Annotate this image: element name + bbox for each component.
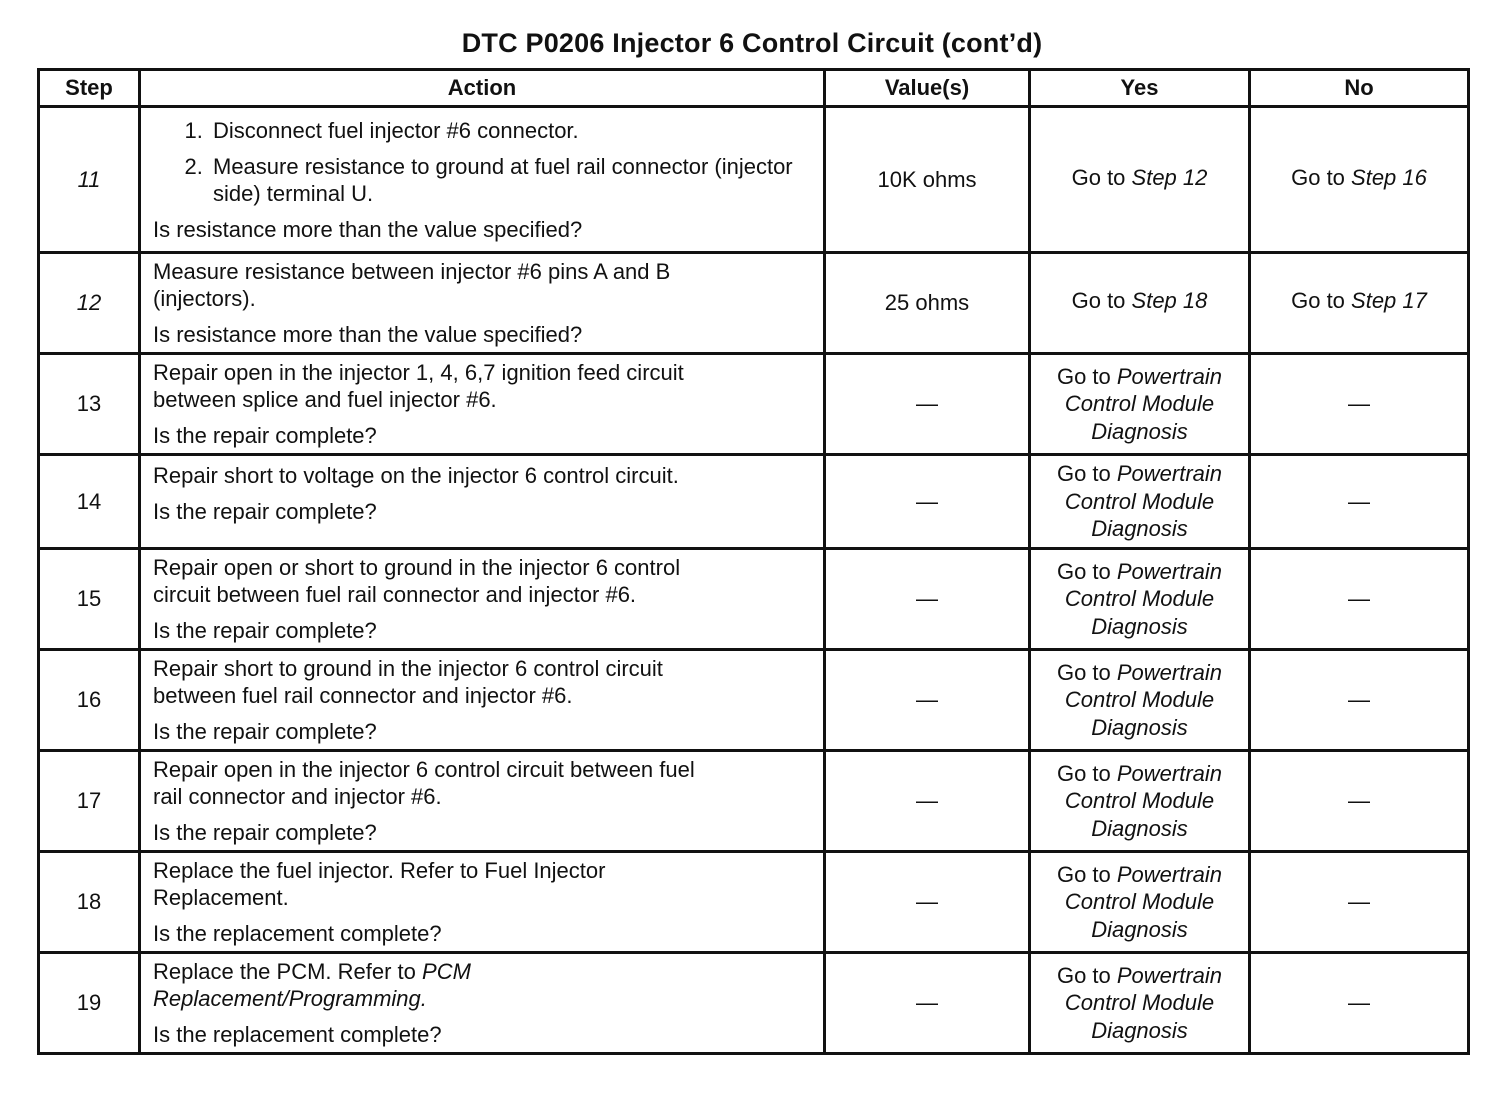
value-cell: — bbox=[825, 852, 1030, 953]
step-number: 17 bbox=[39, 751, 140, 852]
yes-cell bbox=[1030, 107, 1250, 253]
yes-link[interactable]: Powertrain bbox=[1116, 962, 1223, 988]
table-row bbox=[39, 107, 1469, 253]
action-question: Is the replacement complete? bbox=[153, 921, 442, 946]
reference-link[interactable]: PCM bbox=[422, 959, 471, 984]
no-cell: — bbox=[1250, 751, 1469, 852]
action-text: Repair open or short to ground in the injector 6 control bbox=[153, 555, 681, 580]
yes-prefix: Go to bbox=[1056, 558, 1117, 584]
action-cell bbox=[140, 549, 825, 650]
action-cell bbox=[140, 852, 825, 953]
yes-link[interactable]: Powertrain bbox=[1116, 461, 1223, 487]
page-title: DTC P0206 Injector 6 Control Circuit (cont’d) bbox=[461, 28, 1043, 58]
yes-cell bbox=[1030, 455, 1250, 549]
yes-link[interactable]: Control Module bbox=[1064, 586, 1215, 612]
action-text: Repair short to ground in the injector 6 control circuit bbox=[153, 656, 663, 681]
action-text: between fuel rail connector and injector #6. bbox=[153, 683, 573, 708]
value-cell: — bbox=[825, 953, 1030, 1054]
yes-prefix: Go to bbox=[1056, 861, 1117, 887]
action-cell bbox=[140, 953, 825, 1054]
action-cell bbox=[140, 455, 825, 549]
action-question: Is the repair complete? bbox=[153, 618, 377, 643]
yes-link[interactable]: Control Module bbox=[1064, 687, 1215, 713]
yes-cell bbox=[1030, 852, 1250, 953]
yes-link[interactable]: Diagnosis bbox=[1091, 1017, 1188, 1043]
action-cell bbox=[140, 107, 825, 253]
step-number: 19 bbox=[39, 953, 140, 1054]
value-cell: — bbox=[825, 751, 1030, 852]
yes-link[interactable]: Powertrain bbox=[1116, 861, 1223, 887]
header-values: Value(s) bbox=[825, 70, 1030, 107]
no-cell: — bbox=[1250, 354, 1469, 455]
no-prefix: Go to bbox=[1291, 288, 1352, 313]
reference-link[interactable]: Replacement/Programming. bbox=[153, 986, 427, 1011]
action-cell bbox=[140, 650, 825, 751]
no-cell: — bbox=[1250, 455, 1469, 549]
yes-link[interactable]: Diagnosis bbox=[1091, 916, 1188, 942]
value-cell: — bbox=[825, 650, 1030, 751]
action-cell bbox=[140, 354, 825, 455]
yes-prefix: Go to bbox=[1071, 288, 1132, 313]
action-question: Is the repair complete? bbox=[153, 820, 377, 845]
yes-prefix: Go to bbox=[1056, 760, 1117, 786]
no-cell: — bbox=[1250, 953, 1469, 1054]
value-cell: 25 ohms bbox=[825, 253, 1030, 354]
yes-cell bbox=[1030, 354, 1250, 455]
table-row bbox=[39, 953, 1469, 1054]
yes-cell bbox=[1030, 549, 1250, 650]
action-question: Is resistance more than the value specified? bbox=[153, 322, 583, 347]
yes-link[interactable]: Step 12 bbox=[1131, 164, 1208, 190]
action-question: Is the repair complete? bbox=[153, 423, 377, 448]
yes-link[interactable]: Powertrain bbox=[1116, 558, 1223, 584]
table-row bbox=[39, 253, 1469, 354]
no-cell bbox=[1250, 107, 1469, 253]
yes-link[interactable]: Step 18 bbox=[1131, 288, 1208, 313]
yes-prefix: Go to bbox=[1056, 659, 1117, 685]
action-question: Is the repair complete? bbox=[153, 499, 377, 524]
value-cell: — bbox=[825, 354, 1030, 455]
table-row bbox=[39, 354, 1469, 455]
action-text: between splice and fuel injector #6. bbox=[153, 387, 497, 412]
yes-link[interactable]: Control Module bbox=[1064, 391, 1215, 417]
no-cell bbox=[1250, 253, 1469, 354]
yes-link[interactable]: Powertrain bbox=[1116, 760, 1223, 786]
list-item: 2. Measure resistance to ground at fuel rail connector (injector side) terminal U. bbox=[209, 153, 813, 207]
yes-link[interactable]: Powertrain bbox=[1116, 659, 1223, 685]
yes-link[interactable]: Control Module bbox=[1064, 488, 1215, 514]
table-row bbox=[39, 852, 1469, 953]
action-text: Replacement. bbox=[153, 885, 289, 910]
yes-link[interactable]: Control Module bbox=[1064, 990, 1215, 1016]
yes-link[interactable]: Control Module bbox=[1064, 889, 1215, 915]
action-cell bbox=[140, 253, 825, 354]
action-text: Replace the PCM. Refer to bbox=[153, 959, 423, 984]
step-number: 18 bbox=[39, 852, 140, 953]
action-text: Repair short to voltage on the injector 6 control circuit. bbox=[153, 463, 679, 488]
yes-prefix: Go to bbox=[1056, 962, 1117, 988]
yes-link[interactable]: Powertrain bbox=[1116, 363, 1223, 389]
step-number: 14 bbox=[39, 455, 140, 549]
step-number: 13 bbox=[39, 354, 140, 455]
action-question: Is the replacement complete? bbox=[153, 1022, 442, 1047]
no-cell: — bbox=[1250, 549, 1469, 650]
yes-prefix: Go to bbox=[1056, 363, 1117, 389]
action-text: rail connector and injector #6. bbox=[153, 784, 442, 809]
action-text: Repair open in the injector 6 control circuit between fuel bbox=[153, 757, 695, 782]
no-link[interactable]: Step 16 bbox=[1351, 164, 1427, 190]
header-yes: Yes bbox=[1030, 70, 1250, 107]
header-row bbox=[39, 70, 1469, 107]
action-list bbox=[153, 117, 813, 207]
no-link[interactable]: Step 17 bbox=[1351, 288, 1427, 313]
action-text: Measure resistance between injector #6 pins A and B bbox=[153, 259, 671, 284]
yes-cell bbox=[1030, 953, 1250, 1054]
action-text: (injectors). bbox=[153, 286, 256, 311]
value-cell: 10K ohms bbox=[825, 107, 1030, 253]
table-row bbox=[39, 549, 1469, 650]
table-row bbox=[39, 751, 1469, 852]
value-cell: — bbox=[825, 455, 1030, 549]
table-row bbox=[39, 455, 1469, 549]
yes-prefix: Go to bbox=[1071, 164, 1132, 190]
yes-link[interactable]: Diagnosis bbox=[1091, 815, 1188, 841]
action-question: Is resistance more than the value specified? bbox=[153, 216, 583, 242]
header-action: Action bbox=[140, 70, 825, 107]
header-no: No bbox=[1250, 70, 1469, 107]
yes-prefix: Go to bbox=[1056, 461, 1117, 487]
yes-link[interactable]: Diagnosis bbox=[1091, 613, 1188, 639]
step-number: 12 bbox=[39, 253, 140, 354]
no-cell: — bbox=[1250, 650, 1469, 751]
table-row bbox=[39, 650, 1469, 751]
action-text: Repair open in the injector 1, 4, 6,7 ignition feed circuit bbox=[153, 360, 684, 385]
list-item: 1. Disconnect fuel injector #6 connector. bbox=[209, 117, 813, 144]
step-number: 15 bbox=[39, 549, 140, 650]
action-text: circuit between fuel rail connector and injector #6. bbox=[153, 582, 637, 607]
yes-cell bbox=[1030, 751, 1250, 852]
step-number: 11 bbox=[39, 107, 140, 253]
yes-link[interactable]: Control Module bbox=[1064, 788, 1215, 814]
value-cell: — bbox=[825, 549, 1030, 650]
step-number: 16 bbox=[39, 650, 140, 751]
no-cell: — bbox=[1250, 852, 1469, 953]
yes-link[interactable]: Diagnosis bbox=[1091, 418, 1188, 444]
action-cell bbox=[140, 751, 825, 852]
diagnostic-table bbox=[37, 68, 1470, 1055]
yes-link[interactable]: Diagnosis bbox=[1091, 714, 1188, 740]
header-step: Step bbox=[39, 70, 140, 107]
no-prefix: Go to bbox=[1291, 164, 1352, 190]
action-text: Replace the fuel injector. Refer to Fuel Injector bbox=[153, 858, 606, 883]
yes-cell bbox=[1030, 253, 1250, 354]
action-question: Is the repair complete? bbox=[153, 719, 377, 744]
yes-cell bbox=[1030, 650, 1250, 751]
yes-link[interactable]: Diagnosis bbox=[1091, 516, 1188, 542]
